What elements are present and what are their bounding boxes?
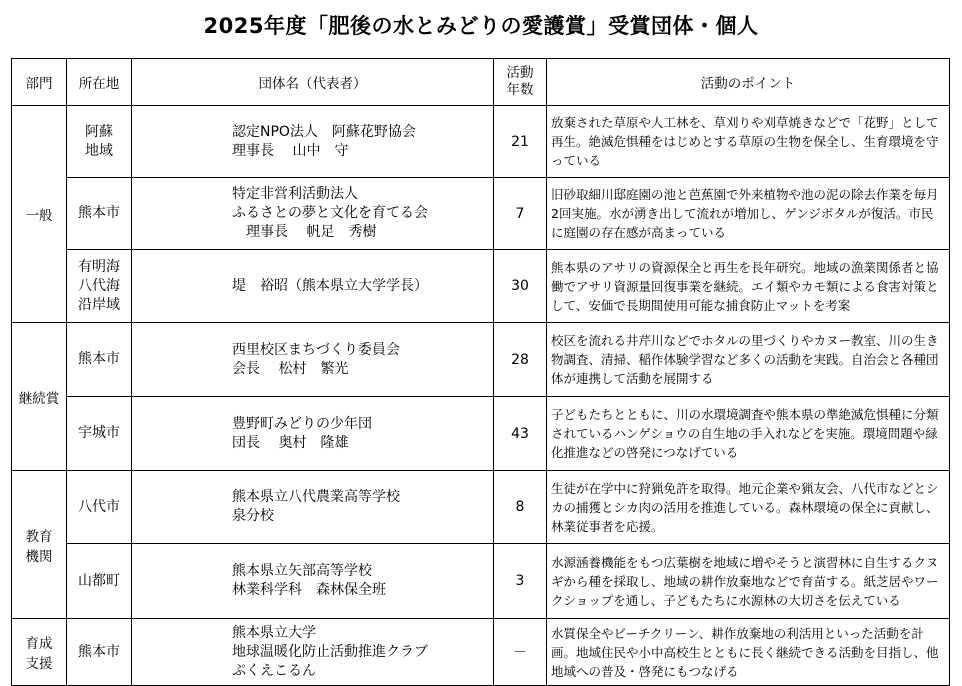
header-division: 部門 — [12, 59, 67, 106]
table-row — [12, 471, 950, 544]
organization-name-line: 理事長 山中 守 — [232, 142, 349, 159]
location-cell — [67, 544, 132, 619]
division-general: 一般 — [12, 106, 67, 323]
division-education-line2: 機関 — [25, 548, 53, 565]
division-nurture-line1: 育成 — [25, 636, 53, 652]
page-title: 2025年度「肥後の水とみどりの愛護賞」受賞団体・個人 — [203, 14, 759, 38]
organization-name-line: 林業科学科 森林保全班 — [232, 582, 386, 598]
table-row — [12, 323, 950, 397]
location-line: 有明海 — [78, 258, 120, 275]
division-education-line1: 教育 — [25, 528, 53, 545]
organization-name-line: 団長 奥村 隆雄 — [232, 434, 349, 451]
organization-name-line: 認定NPO法人 阿蘇花野協会 — [232, 123, 416, 140]
location-cell — [67, 619, 132, 686]
division-continuing: 継続賞 — [12, 323, 67, 471]
organization-name-line: ふるさとの夢と文化を育てる会 — [232, 205, 428, 221]
activity-years: 28 — [494, 323, 547, 397]
activity-years: 8 — [494, 471, 547, 544]
activity-points: 熊本県のアサリの資源保全と再生を長年研究。地域の漁業関係者と協働でアサリ資源量回復事業を継続。エイ類やカモ類による食害対策として、安価で長期間使用可能な捕食防止マットを考案 — [547, 250, 950, 323]
location-cell — [67, 471, 132, 544]
organization-name-line: 堤 裕昭（熊本県立大学学長） — [232, 277, 428, 294]
location-line: 熊本市 — [78, 351, 120, 367]
activity-years: 43 — [494, 397, 547, 471]
location-cell — [67, 397, 132, 471]
organization-name-line: 熊本県立大学 — [232, 624, 316, 641]
table-row — [12, 106, 950, 178]
activity-points: 放棄された草原や人工林を、草刈りや刈草焼きなどで「花野」として再生。絶滅危惧種をはじめとする草原の生物を保全し、生育環境を守っている — [547, 106, 950, 178]
location-line: 八代市 — [78, 498, 120, 515]
activity-points: 旧砂取細川邸庭園の池と芭蕉園で外来植物や池の泥の除去作業を毎月2回実施。水が湧き出して流れが増加し、ゲンジボタルが復活。市民に庭園の存在感が高まっている — [547, 178, 950, 250]
location-line: 八代海 — [78, 277, 120, 294]
activity-years: 30 — [494, 250, 547, 323]
location-cell — [67, 250, 132, 323]
header-years-line1: 活動 — [506, 65, 534, 81]
organization-name-line: 西里校区まちづくり委員会 — [232, 341, 400, 358]
header-years-line2: 年数 — [506, 82, 534, 98]
awards-table — [11, 58, 950, 686]
header-years — [494, 59, 547, 106]
table-row — [12, 544, 950, 619]
activity-years: 3 — [494, 544, 547, 619]
division-nurture — [12, 619, 67, 686]
header-location: 所在地 — [67, 59, 132, 106]
activity-points: 子どもたちとともに、川の水環境調査や熊本県の準絶滅危惧種に分類されているハンゲショウの自生地の手入れなどを実施。環境問題や緑化推進などの啓発につなげている — [547, 397, 950, 471]
location-line: 阿蘇 — [85, 123, 113, 140]
table-header-row — [12, 59, 950, 106]
table-row — [12, 397, 950, 471]
organization-name-line: 泉分校 — [232, 508, 274, 524]
organization-name-line: 地球温暖化防止活動推進クラブ — [232, 643, 428, 660]
table-row — [12, 619, 950, 686]
location-line: 山都町 — [78, 572, 120, 589]
header-points: 活動のポイント — [547, 59, 950, 106]
location-cell — [67, 178, 132, 250]
organization-name-line: ぷくえこるん — [232, 662, 316, 679]
organization-name-cell — [132, 619, 494, 686]
organization-name-cell — [132, 250, 494, 323]
activity-years: 7 — [494, 178, 547, 250]
location-line: 熊本市 — [78, 643, 120, 660]
activity-years: 21 — [494, 106, 547, 178]
organization-name-line: 熊本県立八代農業高等学校 — [232, 489, 400, 505]
organization-name-line: 特定非営利活動法人 — [232, 186, 358, 202]
location-line: 宇城市 — [78, 425, 120, 441]
header-name: 団体名（代表者） — [132, 59, 494, 106]
organization-name-cell — [132, 397, 494, 471]
table-row — [12, 178, 950, 250]
activity-points: 水源涵養機能をもつ広葉樹を地域に増やそうと演習林に自生するクヌギから種を採取し、地域の耕作放棄地などで育苗する。紙芝居やワークショップを通し、子どもたちに水源林の大切さを伝えている — [547, 544, 950, 619]
organization-name-cell — [132, 471, 494, 544]
activity-points: 校区を流れる井芹川などでホタルの里づくりやカヌー教室、川の生き物調査、清掃、稲作体験学習など多くの活動を実践。自治会と各種団体が連携して活動を展開する — [547, 323, 950, 397]
location-cell — [67, 106, 132, 178]
location-line: 熊本市 — [78, 205, 120, 221]
organization-name-cell — [132, 544, 494, 619]
activity-points: 生徒が在学中に狩猟免許を取得。地元企業や猟友会、八代市などとシカの捕獲とシカ肉の活用を推進している。森林環境の保全に貢献し、林業従事者を応援。 — [547, 471, 950, 544]
activity-points: 水質保全やビーチクリーン、耕作放棄地の利活用といった活動を計画。地域住民や小中高校生とともに長く継続できる活動を目指し、他地域への普及・啓発にもつなげる — [547, 619, 950, 686]
organization-name-cell — [132, 106, 494, 178]
location-cell — [67, 323, 132, 397]
location-line: 地域 — [85, 142, 113, 159]
division-nurture-line2: 支援 — [25, 656, 53, 672]
organization-name-cell — [132, 178, 494, 250]
activity-years: － — [494, 619, 547, 686]
organization-name-cell — [132, 323, 494, 397]
division-education — [12, 471, 67, 619]
organization-name-line: 豊野町みどりの少年団 — [232, 415, 372, 432]
organization-name-line: 会長 松村 繁光 — [232, 360, 349, 377]
location-line: 沿岸域 — [78, 296, 120, 313]
organization-name-line: 熊本県立矢部高等学校 — [232, 563, 372, 579]
organization-name-line: 理事長 帆足 秀樹 — [232, 224, 377, 240]
table-row — [12, 250, 950, 323]
